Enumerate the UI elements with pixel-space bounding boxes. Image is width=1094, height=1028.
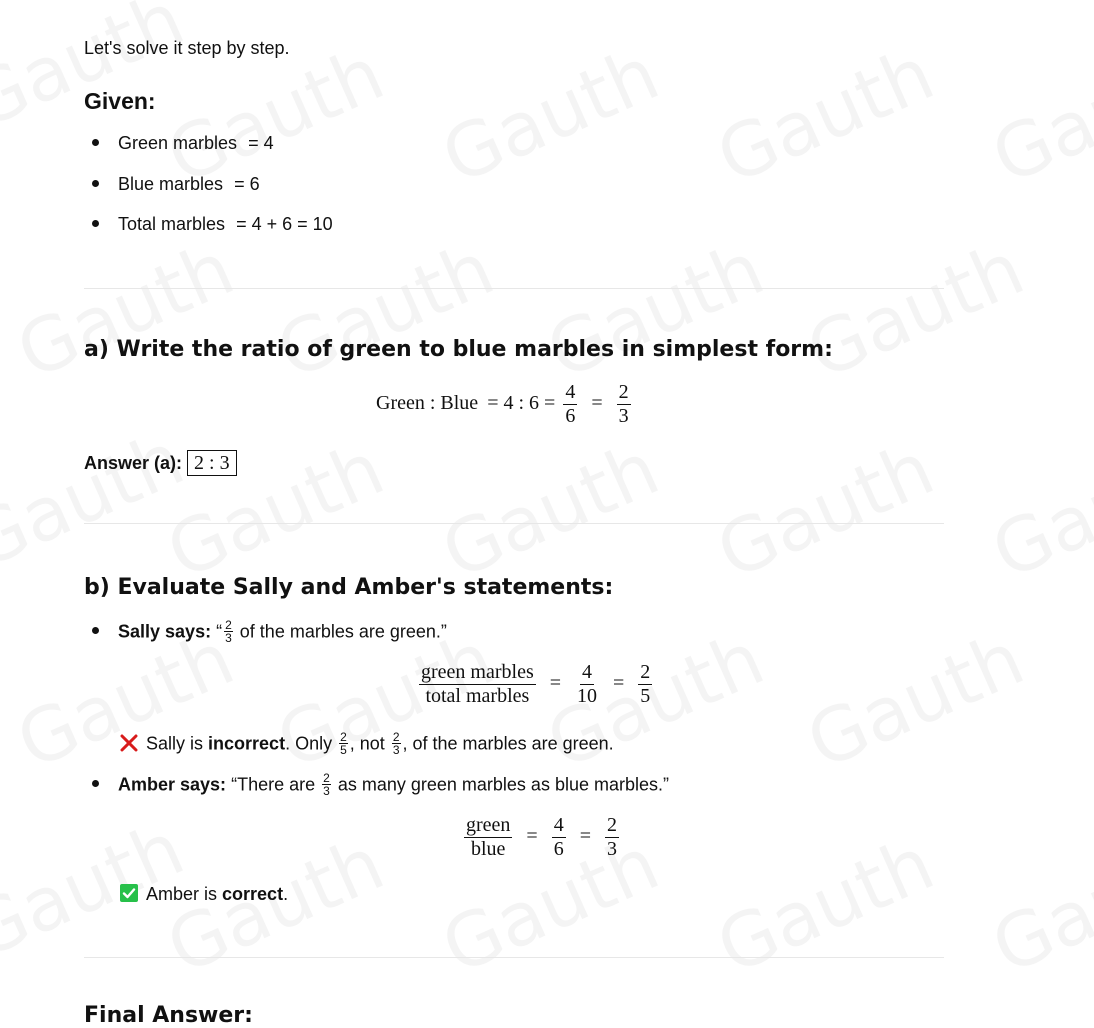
inline-fraction: $\frac{2}{3}$ [392,730,400,757]
fraction: $\frac{\text{green}}{\text{blue}}$ [466,814,511,860]
inline-fraction: $\frac{2}{3}$ [323,771,330,798]
divider [84,288,944,289]
check-icon [120,884,138,902]
fraction: $\frac{4}{6}$ [565,381,576,427]
answer-a-box: 2 : 3 [187,450,237,476]
given-item-green: Green marbles = 4 [92,133,274,154]
sally-verdict: Sally is incorrect. Only $\frac{2}{5}$ , not $\frac{2}{3}$ , of the marbles are green. [120,732,614,757]
bullet-dot [92,180,99,187]
amber-statement: Amber says: “There are $\frac{2}{3}$ as many green marbles as blue marbles.” [92,773,669,798]
final-answer-heading: Final Answer: [84,1003,253,1028]
part-a-heading: a) Write the ratio of green to blue marbles in simplest form: [84,337,833,362]
amber-verdict: Amber is correct. [120,884,288,905]
given-item-blue: Blue marbles = 6 [92,174,260,195]
fraction: $\frac{\text{green marbles}}{\text{total marbles}}$ [421,661,534,707]
cross-icon [120,734,138,752]
inline-fraction: $\frac{2}{3}$ [225,618,232,645]
answer-a-label: Answer (a): [84,453,183,473]
fraction: $\frac{2}{3}$ [606,814,617,860]
intro-text: Let's solve it step by step. [84,38,290,58]
sally-equation: $\frac{\text{green marbles}}{\text{total marbles}}$ = $\frac{4}{10}$ = $\frac{2}{5}$ [421,661,651,707]
divider [84,957,944,958]
bullet-dot [92,627,99,634]
given-heading: Given: [84,88,156,114]
bullet-dot [92,220,99,227]
inline-fraction: $\frac{2}{5}$ [340,730,347,757]
sally-statement: Sally says: “ $\frac{2}{3}$ of the marbles are green.” [92,620,447,645]
part-b-heading: b) Evaluate Sally and Amber's statements: [84,575,614,600]
amber-equation: $\frac{\text{green}}{\text{blue}}$ = $\frac{4}{6}$ = $\frac{2}{3}$ [466,814,617,860]
part-a-equation: Green : Blue = 4 : 6 = $\frac{4}{6}$ = $\frac{2}{3}$ [376,381,629,427]
fraction: $\frac{4}{6}$ [553,814,564,860]
fraction: $\frac{4}{10}$ [577,661,598,707]
given-item-total: Total marbles = 4 + 6 = 10 [92,214,333,235]
fraction: $\frac{2}{3}$ [618,381,629,427]
divider [84,523,944,524]
bullet-dot [92,139,99,146]
fraction: $\frac{2}{5}$ [640,661,651,707]
answer-a [84,452,237,475]
bullet-dot [92,780,99,787]
